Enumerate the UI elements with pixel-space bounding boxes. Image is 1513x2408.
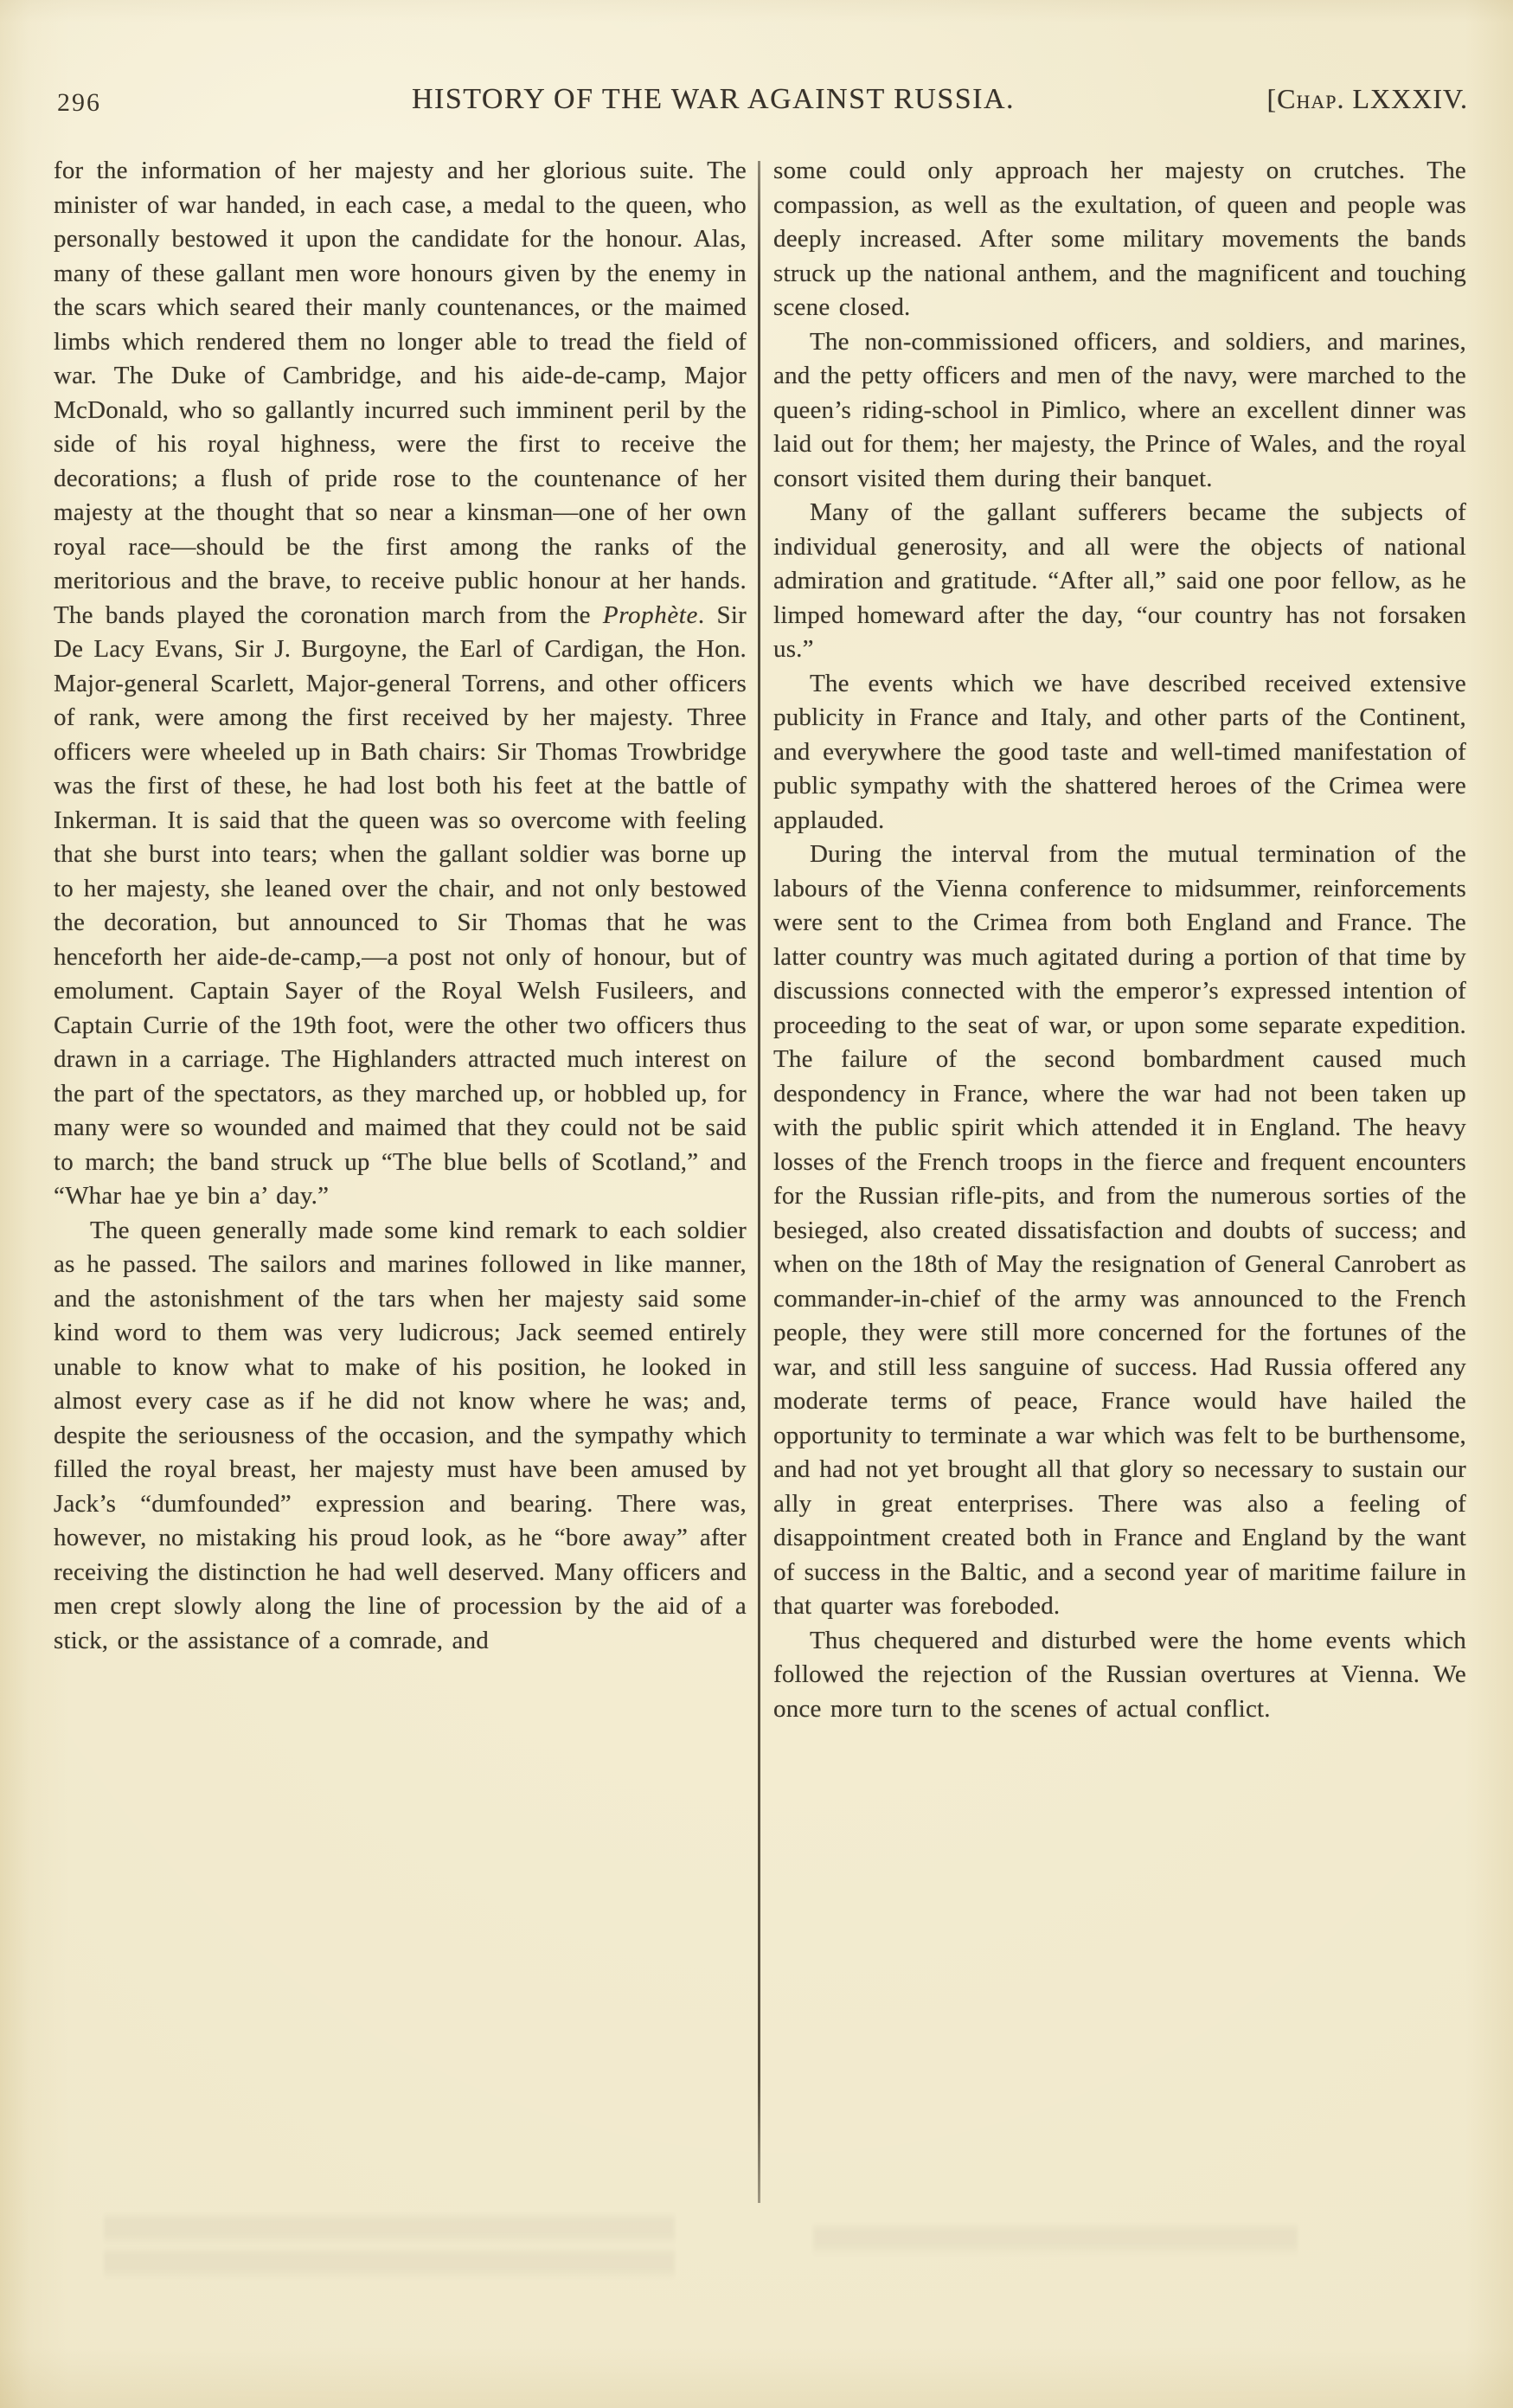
page-number: 296 [57,88,101,117]
paragraph: Many of the gallant sufferers became the subjects of individual generosity, and all were the objects of national admiration and gratitude. “After all,” said one poor fellow, as he limped homeward after the day, “our country has not forsaken us.” [773,498,1466,663]
running-title: HISTORY OF THE WAR AGAINST RUSSIA. [411,83,1016,115]
chapter-label: [Chap. LXXXIV. [1266,83,1468,114]
paragraph: The queen generally made some kind remark to each soldier as he passed. The sailors and marines followed in like manner, and the astonishment of the tars when her majesty said some kind word to them was very ludicrous; Jack seemed entirely unable to know what to make of his position, he looked in almost every case as if he did not know where he was; and, despite the seriousness of the occasion, and the sympathy which filled the royal breast, her majesty must have been amused by Jack’s “dumfounded” expression and bearing. There was, however, no mistaking his proud look, as he “bore away” after receiving the distinction he had well deserved. Many officers and men crept slowly along the line of procession by the aid of a stick, or the assistance of a comrade, and [54,1216,747,1654]
bleedthrough-smudge [813,2222,1298,2258]
paragraph: some could only approach her majesty on crutches. The compassion, as well as the exultation, of queen and people was deeply increased. After some military movements the bands struck up the national anthem, and the magnificent and touching scene closed. [773,157,1466,321]
page-header [54,83,1468,121]
bleedthrough-smudge [104,2212,675,2281]
paragraph: The events which we have described received extensive publicity in France and Italy, and other parts of the Continent, and everywhere the good taste and well-timed manifestation of public sympathy with the shattered heroes of the Crimea were applauded. [773,669,1466,834]
paragraph: for the information of her majesty and her glorious suite. The minister of war handed, in each case, a medal to the queen, who personally bestowed it upon the candidate for the honour. Alas, many of these gallant men wore honours given by the enemy in the scars which seared their manly countenances, or the maimed limbs which rendered them no longer able to tread the field of war. The Duke of Cambridge, and his aide-de-camp, Major McDonald, who so gallantly incurred such imminent peril by the side of his royal highness, were the first to receive the decorations; a flush of pride rose to the countenance of her majesty at the thought that so near a kinsman—one of her own royal race—should be the first among the ranks of the meritorious and the brave, to receive public honour at her hands. The bands played the coronation march from the Prophète. Sir De Lacy Evans, Sir J. Burgoyne, the Earl of Cardigan, the Hon. Major-general Scarlett, Major-general Torrens, and other officers of rank, were among the first received by her majesty. Three officers were wheeled up in Bath chairs: Sir Thomas Trowbridge was the first of these, he had lost both his feet at the battle of Inkerman. It is said that the queen was so overcome with feeling that she burst into tears; when the gallant soldier was borne up to her majesty, she leaned over the chair, and not only bestowed the decoration, but announced to Sir Thomas that he was henceforth her aide-de-camp,—a post not only of honour, but of emolument. Captain Sayer of the Royal Welsh Fusileers, and Captain Currie of the 19th foot, were the other two officers thus drawn in a carriage. The Highlanders attracted much interest on the part of the spectators, as they marched up, or hobbled up, for many were so wounded and maimed that they could not be said to march; the band struck up “The blue bells of Scotland,” and “Whar hae ye bin a’ day.” [54,157,747,1210]
right-column [773,154,1466,1726]
paragraph: The non-commissioned officers, and soldiers, and marines, and the petty officers and men of the navy, were marched to the queen’s riding-school in Pimlico, where an excellent dinner was laid out for them; her majesty, the Prince of Wales, and the royal consort visited them during their banquet. [773,327,1466,492]
paragraph: Thus chequered and disturbed were the home events which followed the rejection of the Russian overtures at Vienna. We once more turn to the scenes of actual conflict. [773,1626,1466,1723]
left-column [54,154,747,1658]
paragraph: During the interval from the mutual termination of the labours of the Vienna conference to midsummer, reinforcements were sent to the Crimea from both England and France. The latter country was much agitated during a portion of that time by discussions connected with the emperor’s expressed intention of proceeding to the seat of war, or upon some separate expedition. The failure of the second bombardment caused much despondency in France, where the war had not been taken up with the public spirit which attended it in England. The heavy losses of the French troops in the fierce and frequent encounters for the Russian rifle-pits, and from the numerous sorties of the besieged, also created dissatisfaction and doubts of success; and when on the 18th of May the resignation of General Canrobert as commander-in-chief of the army was announced to the French people, they were still more concerned for the fortunes of the war, and still less sanguine of success. Had Russia offered any moderate terms of peace, France would have hailed the opportunity to terminate a war which was felt to be burthensome, and had not yet brought all that glory so necessary to sustain our ally in great enterprises. There was also a feeling of disappointment created both in France and England by the want of success in the Baltic, and a second year of maritime failure in that quarter was foreboded. [773,840,1466,1620]
column-divider [758,161,760,2203]
